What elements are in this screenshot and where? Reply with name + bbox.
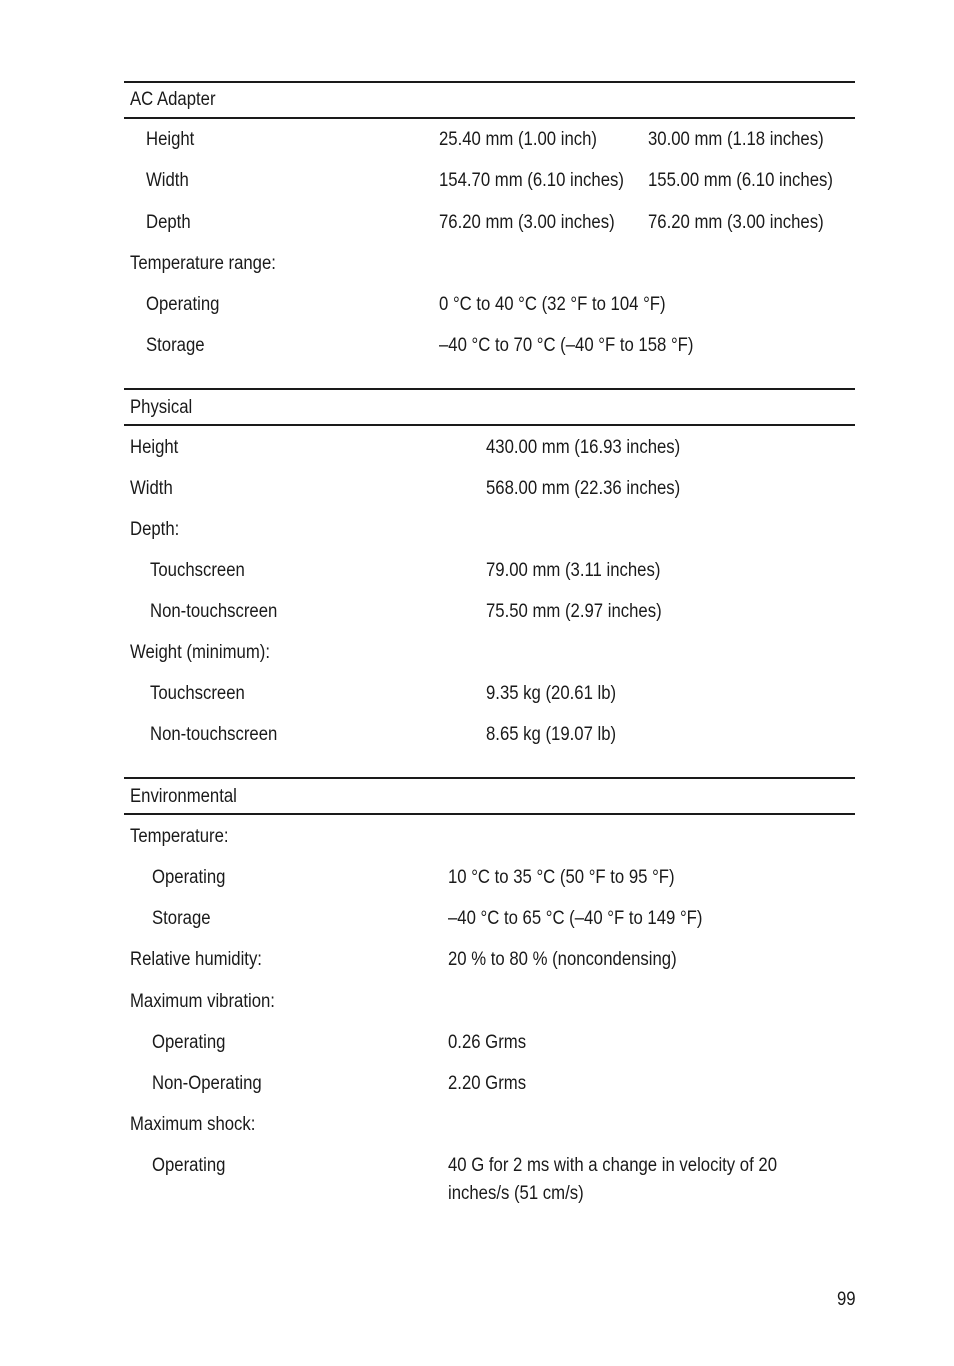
env-temp-storage-label: Storage xyxy=(152,908,211,929)
ac-width-value-1: 154.70 mm (6.10 inches) xyxy=(439,170,624,191)
section-title-environmental: Environmental xyxy=(130,786,237,807)
env-vibration-operating-label: Operating xyxy=(152,1032,226,1053)
phys-depth-nontouch-value: 75.50 mm (2.97 inches) xyxy=(486,601,662,622)
phys-weight-label: Weight (minimum): xyxy=(130,642,270,663)
phys-height-value: 430.00 mm (16.93 inches) xyxy=(486,437,681,458)
ac-width-value-2: 155.00 mm (6.10 inches) xyxy=(648,170,833,191)
section-title-physical: Physical xyxy=(130,397,193,418)
phys-depth-nontouch-label: Non-touchscreen xyxy=(150,601,278,622)
ac-temp-label: Temperature range: xyxy=(130,253,276,274)
phys-weight-nontouch-label: Non-touchscreen xyxy=(150,724,278,745)
section-header-rule xyxy=(124,813,855,815)
env-temp-operating-value: 10 °C to 35 °C (50 °F to 95 °F) xyxy=(448,867,675,888)
phys-weight-nontouch-value: 8.65 kg (19.07 lb) xyxy=(486,724,617,745)
ac-operating-value: 0 °C to 40 °C (32 °F to 104 °F) xyxy=(439,294,666,315)
section-top-rule xyxy=(124,81,855,83)
env-shock-operating-label: Operating xyxy=(152,1155,226,1176)
env-humidity-value: 20 % to 80 % (noncondensing) xyxy=(448,949,677,970)
ac-width-label: Width xyxy=(146,170,189,191)
ac-depth-value-2: 76.20 mm (3.00 inches) xyxy=(648,212,824,233)
ac-height-label: Height xyxy=(146,129,195,150)
ac-storage-label: Storage xyxy=(146,335,205,356)
phys-weight-touch-label: Touchscreen xyxy=(150,683,245,704)
env-temp-label: Temperature: xyxy=(130,826,229,847)
env-vibration-nonoperating-value: 2.20 Grms xyxy=(448,1073,527,1094)
phys-depth-touch-value: 79.00 mm (3.11 inches) xyxy=(486,560,661,581)
env-vibration-nonoperating-label: Non-Operating xyxy=(152,1073,262,1094)
phys-width-value: 568.00 mm (22.36 inches) xyxy=(486,478,681,499)
ac-depth-label: Depth xyxy=(146,212,191,233)
phys-height-label: Height xyxy=(130,437,179,458)
phys-width-label: Width xyxy=(130,478,173,499)
phys-weight-touch-value: 9.35 kg (20.61 lb) xyxy=(486,683,617,704)
section-top-rule xyxy=(124,388,855,390)
ac-height-value-2: 30.00 mm (1.18 inches) xyxy=(648,129,824,150)
env-vibration-operating-value: 0.26 Grms xyxy=(448,1032,527,1053)
phys-depth-touch-label: Touchscreen xyxy=(150,560,245,581)
ac-height-value-1: 25.40 mm (1.00 inch) xyxy=(439,129,597,150)
ac-depth-value-1: 76.20 mm (3.00 inches) xyxy=(439,212,615,233)
phys-depth-label: Depth: xyxy=(130,519,180,540)
page-number: 99 xyxy=(837,1289,856,1310)
env-vibration-label: Maximum vibration: xyxy=(130,991,275,1012)
section-header-rule xyxy=(124,424,855,426)
env-temp-storage-value: –40 °C to 65 °C (–40 °F to 149 °F) xyxy=(448,908,703,929)
section-top-rule xyxy=(124,777,855,779)
ac-storage-value: –40 °C to 70 °C (–40 °F to 158 °F) xyxy=(439,335,694,356)
env-shock-label: Maximum shock: xyxy=(130,1114,256,1135)
ac-operating-label: Operating xyxy=(146,294,220,315)
env-temp-operating-label: Operating xyxy=(152,867,226,888)
section-header-rule xyxy=(124,117,855,119)
env-shock-operating-value: 40 G for 2 ms with a change in velocity of 20 inches/s (51 cm/s) xyxy=(448,1155,777,1204)
section-title-ac-adapter: AC Adapter xyxy=(130,89,216,110)
env-humidity-label: Relative humidity: xyxy=(130,949,262,970)
